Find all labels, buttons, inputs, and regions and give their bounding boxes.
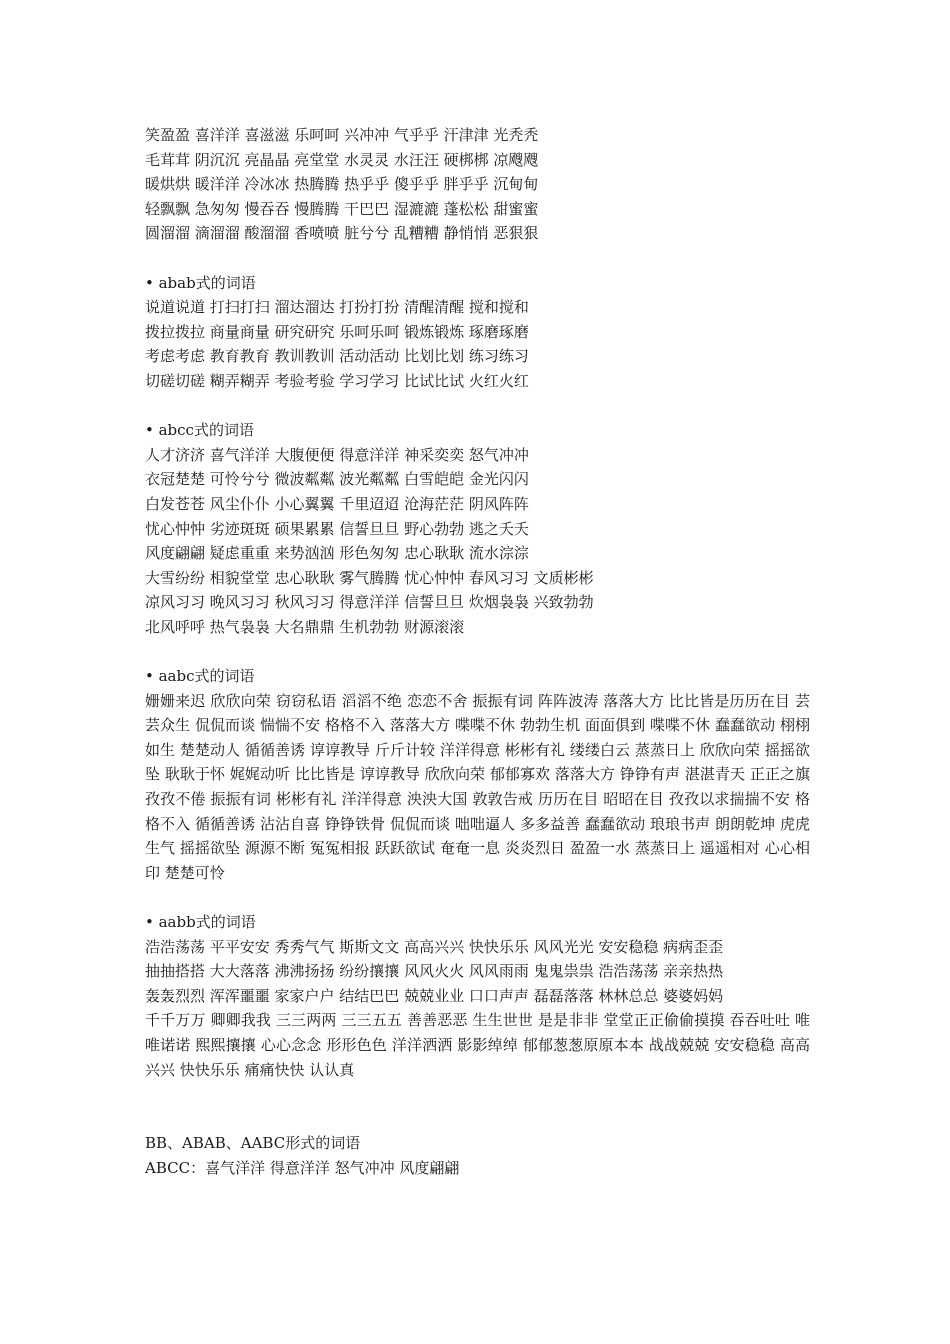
- section-abcc: [145, 418, 810, 639]
- section-summary: [145, 1131, 810, 1180]
- spacer: [145, 885, 810, 910]
- word-line: 北风呼呼 热气袅袅 大名鼎鼎 生机勃勃 财源滚滚: [145, 617, 465, 636]
- word-line: 笑盈盈 喜洋洋 喜滋滋 乐呵呵 兴冲冲 气乎乎 汗津津 光秃秃: [145, 126, 539, 144]
- word-line: 人才济济 喜气洋洋 大腹便便 得意洋洋 神采奕奕 怒气冲冲: [145, 445, 529, 464]
- word-line: 浩浩荡荡 平平安安 秀秀气气 斯斯文文 高高兴兴 快快乐乐 风风光光 安安稳稳 病病歪歪: [145, 937, 724, 956]
- word-line: 说道说道 打扫打扫 溜达溜达 打扮打扮 清醒清醒 搅和搅和: [145, 298, 529, 317]
- section-heading: • aabc式的词语: [145, 667, 255, 686]
- section-heading: • aabb式的词语: [145, 913, 256, 931]
- word-line: ABCC：喜气洋洋 得意洋洋 怒气冲冲 风度翩翩: [145, 1158, 460, 1177]
- spacer: [145, 1082, 810, 1131]
- document-body: [145, 123, 810, 1181]
- section-heading: BB、ABAB、AABC形式的词语: [145, 1134, 361, 1153]
- spacer: [145, 394, 810, 419]
- word-paragraph: 千千万万 卿卿我我 三三两两 三三五五 善善恶恶 生生世世 是是非非 堂堂正正偷偷摸摸 吞吞吐吐 唯唯诺诺 熙熙攘攘 心心念念 形形色色 洋洋洒洒 影影绰绰 郁郁葱葱原原本本 战战兢兢 安安稳稳 高高兴兴 快快乐乐 痛痛快快 认认真: [145, 1011, 810, 1079]
- section-aabb: [145, 910, 810, 1082]
- word-line: 白发苍苍 风尘仆仆 小心翼翼 千里迢迢 沧海茫茫 阴风阵阵: [145, 494, 529, 513]
- word-line: 抽抽搭搭 大大落落 沸沸扬扬 纷纷攘攘 风风火火 风风雨雨 鬼鬼祟祟 浩浩荡荡 亲亲热热: [145, 962, 724, 981]
- section-heading: • abcc式的词语: [145, 421, 254, 440]
- word-line: 凉风习习 晚风习习 秋风习习 得意洋洋 信誓旦旦 炊烟袅袅 兴致勃勃: [145, 593, 594, 612]
- word-line: 衣冠楚楚 可怜兮兮 微波粼粼 波光粼粼 白雪皑皑 金光闪闪: [145, 470, 529, 489]
- word-line: 圆溜溜 滴溜溜 酸溜溜 香喷喷 脏兮兮 乱糟糟 静悄悄 恶狠狠: [145, 224, 539, 243]
- section-heading: • abab式的词语: [145, 273, 256, 292]
- section-abab: [145, 271, 810, 394]
- spacer: [145, 246, 810, 271]
- spacer: [145, 639, 810, 664]
- word-line: 毛茸茸 阴沉沉 亮晶晶 亮堂堂 水灵灵 水汪汪 硬梆梆 凉飕飕: [145, 150, 539, 169]
- aabb-words-top: [145, 123, 810, 246]
- word-line: 风度翩翩 疑虑重重 来势汹汹 形色匆匆 忠心耿耿 流水淙淙: [145, 544, 529, 563]
- word-line: 轰轰烈烈 浑浑噩噩 家家户户 结结巴巴 兢兢业业 口口声声 磊磊落落 林林总总 婆婆妈妈: [145, 986, 724, 1005]
- word-line: 暖烘烘 暖洋洋 冷冰冰 热腾腾 热乎乎 傻乎乎 胖乎乎 沉甸甸: [145, 175, 539, 194]
- word-line: 忧心忡忡 劣迹斑斑 硕果累累 信誓旦旦 野心勃勃 逃之夭夭: [145, 519, 529, 538]
- word-line: 考虑考虑 教育教育 教训教训 活动活动 比划比划 练习练习: [145, 347, 529, 366]
- word-line: 大雪纷纷 相貌堂堂 忠心耿耿 雾气腾腾 忧心忡忡 春风习习 文质彬彬: [145, 568, 594, 587]
- word-line: 轻飘飘 急匆匆 慢吞吞 慢腾腾 干巴巴 湿漉漉 蓬松松 甜蜜蜜: [145, 199, 539, 218]
- word-paragraph: 姗姗来迟 欣欣向荣 窃窃私语 滔滔不绝 恋恋不舍 振振有词 阵阵波涛 落落大方 比比皆是历历在目 芸芸众生 侃侃而谈 惴惴不安 格格不入 落落大方 喋喋不休 勃勃生机 面面俱到 喋喋不休 蠢蠢欲动 栩栩如生 楚楚动人 循循善诱 谆谆教导 斤斤计较 洋洋得意 彬彬有礼 缕缕白云 蒸蒸日上 欣欣向荣 摇摇欲坠 耿耿于怀 娓娓动听 比比皆是 谆谆教导 欣欣向荣 郁郁寡欢 落落大方 铮铮有声 湛湛青天 正正之旗 孜孜不倦 振振有词 彬彬有礼 洋洋得意 泱泱大国 敦敦告戒 历历在目 昭昭在目 孜孜以求揣揣不安 格格不入 循循善诱 沾沾自喜 铮铮铁骨 侃侃而谈 咄咄逼人 多多益善 蠢蠢欲动 琅琅书声 朗朗乾坤 虎虎生气 摇摇欲坠 源源不断 冤冤相报 跃跃欲试 奄奄一息 炎炎烈日 盈盈一水 蒸蒸日上 遥遥相对 心心相印 楚楚可怜: [145, 691, 810, 882]
- section-aabc: [145, 664, 810, 885]
- word-line: 拨拉拨拉 商量商量 研究研究 乐呵乐呵 锻炼锻炼 琢磨琢磨: [145, 322, 529, 341]
- word-line: 切磋切磋 糊弄糊弄 考验考验 学习学习 比试比试 火红火红: [145, 371, 529, 390]
